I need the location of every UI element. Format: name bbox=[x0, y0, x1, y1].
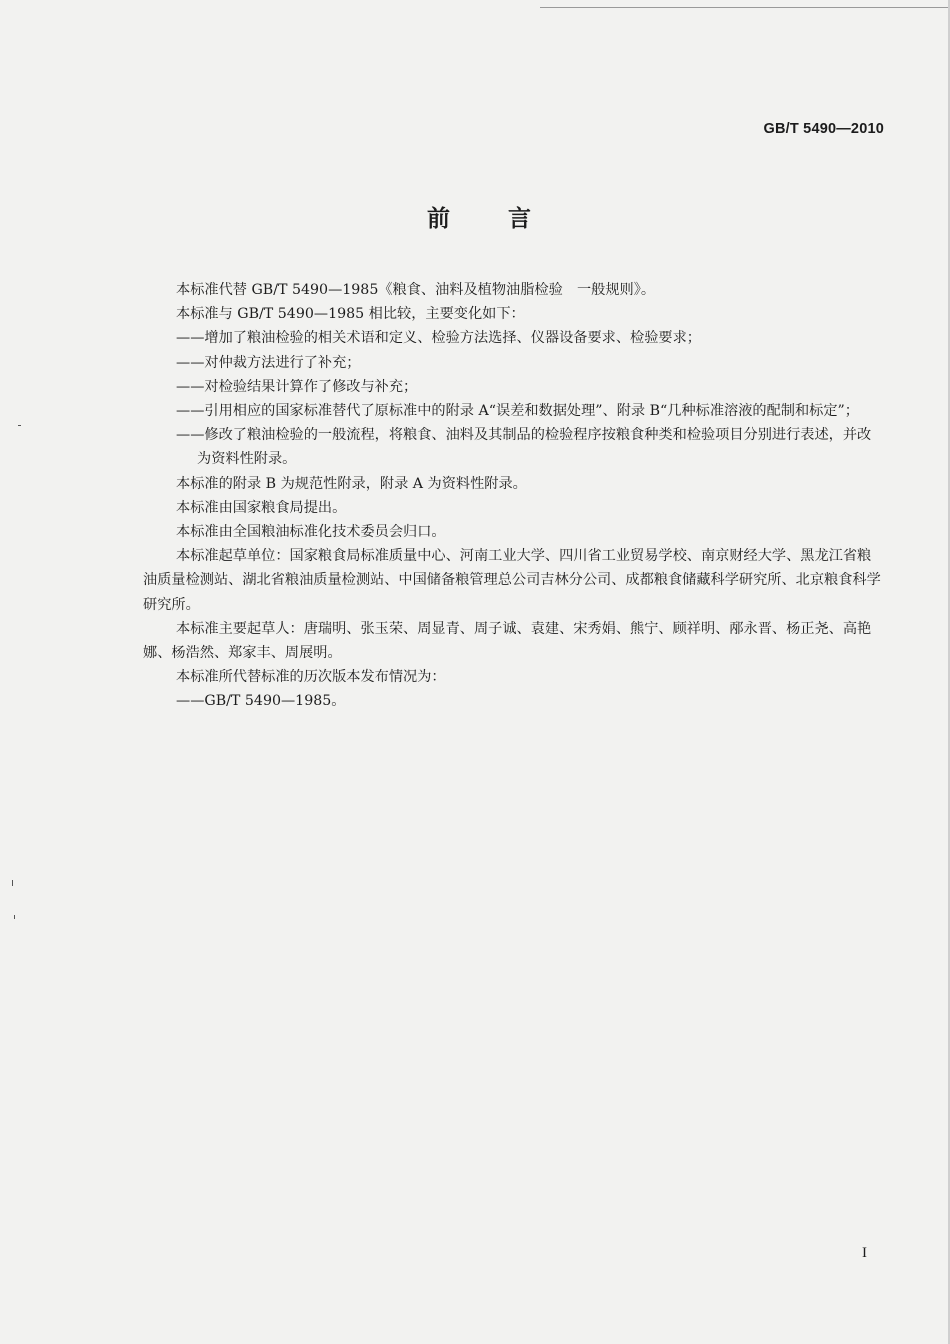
paragraph: 本标准由全国粮油标准化技术委员会归口。 bbox=[176, 524, 446, 541]
standard-code: GB/T 5490—2010 bbox=[763, 121, 884, 137]
list-item: ——对检验结果计算作了修改与补充； bbox=[176, 378, 418, 395]
page-title: 前言 bbox=[427, 206, 589, 232]
paragraph: 本标准所代替标准的历次版本发布情况为： bbox=[176, 669, 446, 686]
scan-speck bbox=[18, 425, 21, 426]
list-item: ——对仲裁方法进行了补充； bbox=[176, 354, 361, 371]
paragraph: 本标准的附录 B 为规范性附录，附录 A 为资料性附录。 bbox=[176, 475, 527, 492]
paragraph: 本标准由国家粮食局提出。 bbox=[176, 499, 347, 516]
paragraph: 本标准主要起草人：唐瑞明、张玉荣、周显青、周子诚、袁建、宋秀娟、熊宁、顾祥明、邴永晋、杨正尧、高艳娜、杨浩然、郑家丰、周展明。 bbox=[143, 620, 872, 662]
scan-speck bbox=[12, 880, 13, 886]
paragraph: 本标准起草单位：国家粮食局标准质量中心、河南工业大学、四川省工业贸易学校、南京财经大学、黑龙江省粮油质量检测站、湖北省粮油质量检测站、中国储备粮管理总公司吉林分公司、成都粮食储藏科学研究所、北京粮食科学研究所。 bbox=[143, 548, 881, 613]
paragraph: 本标准代替 GB/T 5490—1985《粮食、油料及植物油脂检验 一般规则》。 bbox=[176, 282, 656, 298]
scan-speck bbox=[14, 915, 15, 919]
list-item: ——引用相应的国家标准替代了原标准中的附录 A“误差和数据处理”、附录 B“几种标准溶液的配制和标定”； bbox=[176, 403, 859, 420]
list-item: ——增加了粮油检验的相关术语和定义、检验方法选择、仪器设备要求、检验要求； bbox=[176, 330, 701, 347]
list-item: ——GB/T 5490—1985。 bbox=[176, 693, 346, 710]
list-item: ——修改了粮油检验的一般流程，将粮食、油料及其制品的检验程序按粮食种类和检验项目分别进行表述，并改为资料性附录。 bbox=[176, 427, 872, 468]
scan-edge bbox=[540, 0, 950, 8]
page-number: I bbox=[862, 1245, 867, 1261]
paragraph: 本标准与 GB/T 5490—1985 相比较，主要变化如下： bbox=[176, 306, 525, 323]
foreword-body bbox=[143, 278, 883, 714]
